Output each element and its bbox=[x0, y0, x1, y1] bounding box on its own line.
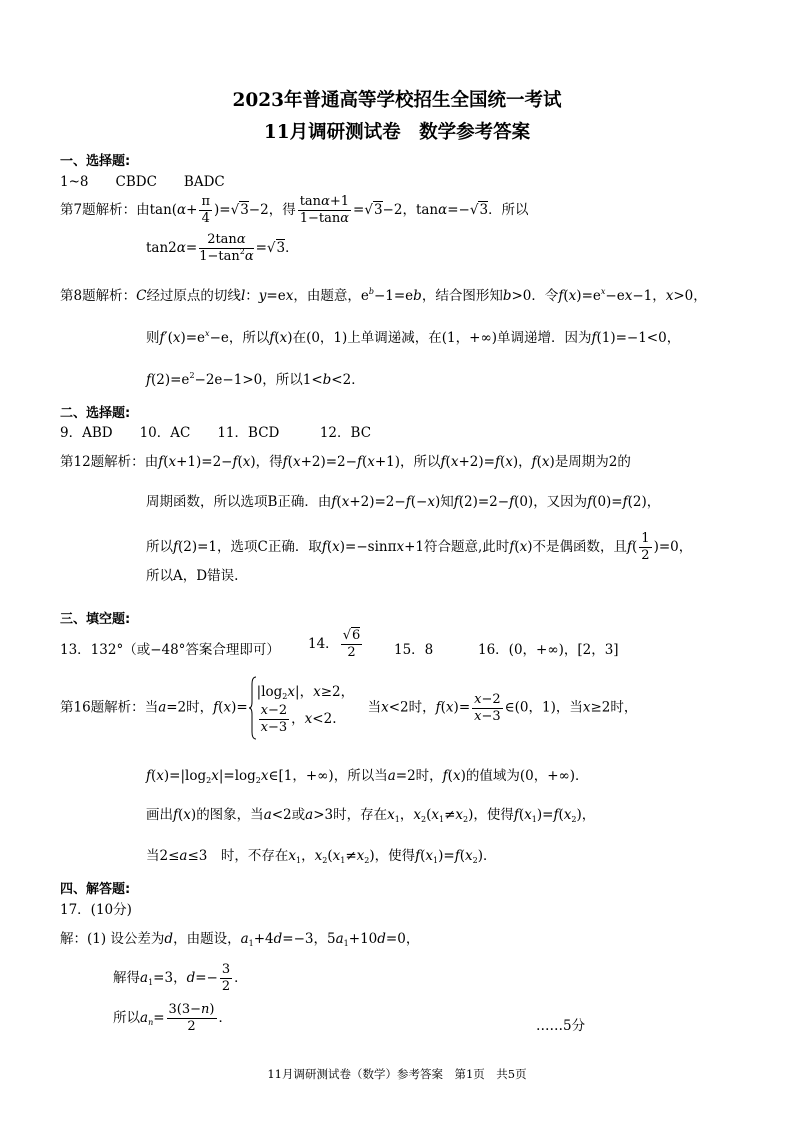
answers-9-12: 9．ABD 10．AC 11．BCD 12．BC bbox=[60, 425, 372, 441]
q17-title: 17．(10分) bbox=[60, 902, 132, 918]
section-heading-solutions: 四、解答题: bbox=[60, 882, 131, 897]
answer-16: 16．(0，+∞)，[2，3] bbox=[478, 642, 619, 658]
answer-14: 14． $\frac{√6}{2}$ bbox=[308, 628, 361, 660]
document-subtitle: 11月调研测试卷 数学参考答案 bbox=[263, 122, 531, 143]
section-heading-multi-choice: 二、选择题: bbox=[60, 406, 131, 421]
q8-line-1: 第8题解析：C经过原点的切线l：y=ex，由题意，$e^b-1=eb$，结合图形知b>0．令$f(x)=e^x-ex-1$，x>0， bbox=[60, 287, 707, 304]
q17-score: ……5分 bbox=[536, 1018, 586, 1034]
section-heading-fill: 三、填空题: bbox=[60, 612, 131, 627]
q8-line-2: 则$f'(x)=e^x-e$，所以f(x)在(0，1)上单调递减，在(1，+∞)单调递增．因为f(1)=−1<0， bbox=[146, 329, 681, 346]
answer-13: 13．132°（或−48°答案合理即可） bbox=[60, 642, 280, 658]
q17-line-3: 所以$a_n=$ $\frac{3(3-n)}{2}$ ． bbox=[113, 1002, 232, 1034]
q16-line-2: $f(x)=|\log_2x|=\log_2x\in[1$，+∞)，所以当a=2时，f(x)的值域为(0，+∞)． bbox=[146, 768, 589, 785]
answers-1-8: 1~8 CBDC BADC bbox=[60, 174, 225, 190]
q12-line-4: 所以A，D错误. bbox=[146, 568, 239, 584]
q7-result: tan2α= $\frac{2\tan\alpha}{1-\tan^2\alpha}$ =√3． bbox=[146, 232, 299, 264]
q12-line-1: 第12题解析：由f(x+1)=2−f(x)，得f(x+2)=2−f(x+1)，所以f(x+2)=f(x)，f(x)是周期为2的 bbox=[60, 454, 631, 470]
q12-line-3: 所以f(2)=1，选项C正确．取f(x)=−sinπx+1符合题意,此时f(x)不是偶函数，且f( $\frac{1}{2}$ )=0， bbox=[146, 531, 693, 563]
q7-explanation: 第7题解析：由tan(α+ $\frac{\pi}{4}$ )=√3−2，得 $\frac{\tan\alpha+1}{1-\tan\alpha}$ =√3−2，tanα=−√3．所以 bbox=[60, 194, 529, 226]
q12-line-2: 周期函数，所以选项B正确．由f(x+2)=2−f(−x)知f(2)=2−f(0)，又因为f(0)=f(2)， bbox=[146, 494, 661, 510]
section-heading-choice: 一、选择题: bbox=[60, 154, 131, 169]
document-title: 2023年普通高等学校招生全国统一考试 bbox=[232, 90, 562, 111]
page-footer: 11月调研测试卷（数学）参考答案 第1页 共5页 bbox=[267, 1067, 527, 1081]
q16-line-3: 画出f(x)的图象，当a<2或a>3时，存在$x_1$，$x_2(x_1\ne x_2)$，使得$f(x_1)=f(x_2)$， bbox=[146, 807, 596, 824]
answer-15: 15．8 bbox=[394, 642, 434, 658]
q16-line-4: 当2≤a≤3 时，不存在$x_1$，$x_2(x_1\ne x_2)$，使得$f(x_1)=f(x_2)$． bbox=[146, 848, 497, 865]
q17-line-1: 解：(1) 设公差为d，由题设，$a_1+4d=-3$，$5a_1+10d=0$， bbox=[60, 931, 420, 948]
q17-line-2: 解得$a_1=3$，d=− $\frac{3}{2}$ ． bbox=[113, 962, 248, 994]
q16-line-1: 第16题解析：当a=2时，$f(x)=|\log_2x|$，x≥2， $\frac{x-2}{x-3}$ ，x<2. 当x<2时，f(x)= $\frac{x-2}{x-3}$ ∈(0，1)，当x≥2时， bbox=[60, 676, 637, 740]
left-brace-icon bbox=[248, 676, 257, 740]
q8-line-3: $f(2)=e^2-2e-1>0$，所以1<b<2． bbox=[146, 371, 365, 388]
